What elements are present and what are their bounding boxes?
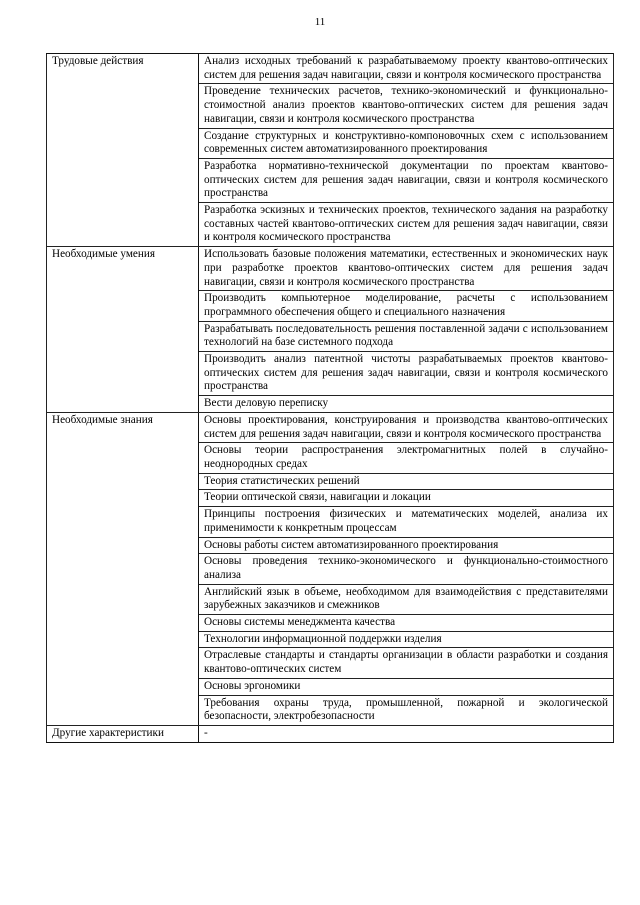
page-number: 11 [314, 16, 326, 28]
section-item: Производить анализ патентной чистоты разрабатываемых проектов квантово-оптических систем для решения задач навигации, связи и контроля космического пространства [199, 352, 614, 396]
section-item: Основы теории распространения электромагнитных полей в случайно-неоднородных средах [199, 443, 614, 473]
section-label-labor-actions: Трудовые действия [47, 54, 199, 247]
section-label-other-characteristics: Другие характеристики [47, 725, 199, 742]
section-item: Вести деловую переписку [199, 396, 614, 413]
section-item: Теории оптической связи, навигации и локации [199, 490, 614, 507]
section-item: Производить компьютерное моделирование, расчеты с использованием программного обеспечения общего и специального назначения [199, 291, 614, 321]
section-label-required-skills: Необходимые умения [47, 247, 199, 413]
competency-table-body [47, 54, 614, 743]
section-item: Проведение технических расчетов, технико-экономический и функционально-стоимостной анализ проектов квантово-оптических систем для решения задач навигации, связи и контроля космического пространства [199, 84, 614, 128]
section-item: Требования охраны труда, промышленной, пожарной и экологической безопасности, электробезопасности [199, 695, 614, 725]
section-item: Технологии информационной поддержки изделия [199, 631, 614, 648]
section-item: Основы системы менеджмента качества [199, 615, 614, 632]
section-item: Принципы построения физических и математических моделей, анализа их применимости к конкретным процессам [199, 507, 614, 537]
section-item: Отраслевые стандарты и стандарты организации в области разработки и создания квантово-оптических систем [199, 648, 614, 678]
section-item: Разработка эскизных и технических проектов, технического задания на разработку составных частей квантово-оптических систем для решения задач навигации, связи и контроля космического пространства [199, 203, 614, 247]
section-item: Теория статистических решений [199, 473, 614, 490]
competency-table [46, 53, 614, 743]
table-row [47, 247, 614, 291]
section-item: Создание структурных и конструктивно-компоновочных схем с использованием современных систем автоматизированного проектирования [199, 128, 614, 158]
section-item: Основы работы систем автоматизированного проектирования [199, 537, 614, 554]
section-label-required-knowledge: Необходимые знания [47, 412, 199, 725]
table-row [47, 54, 614, 84]
section-item: Английский язык в объеме, необходимом для взаимодействия с представителями зарубежных заказчиков и смежников [199, 584, 614, 614]
section-item: - [199, 725, 614, 742]
section-item: Основы эргономики [199, 678, 614, 695]
section-item: Основы проведения технико-экономического и функционально-стоимостного анализа [199, 554, 614, 584]
table-row [47, 412, 614, 442]
section-item: Разработка нормативно-технической документации по проектам квантово-оптических систем для решения задач навигации, связи и контроля космического пространства [199, 158, 614, 202]
section-item: Использовать базовые положения математики, естественных и экономических наук при разработке проектов квантово-оптических систем для решения задач навигации, связи и контроля космического пространства [199, 247, 614, 291]
section-item: Анализ исходных требований к разрабатываемому проекту квантово-оптических систем для решения задач навигации, связи и контроля космического пространства [199, 54, 614, 84]
table-row [47, 725, 614, 742]
section-item: Основы проектирования, конструирования и производства квантово-оптических систем для решения задач навигации, связи и контроля космического пространства [199, 412, 614, 442]
section-item: Разрабатывать последовательность решения поставленной задачи с использованием технологий на базе системного подхода [199, 321, 614, 351]
